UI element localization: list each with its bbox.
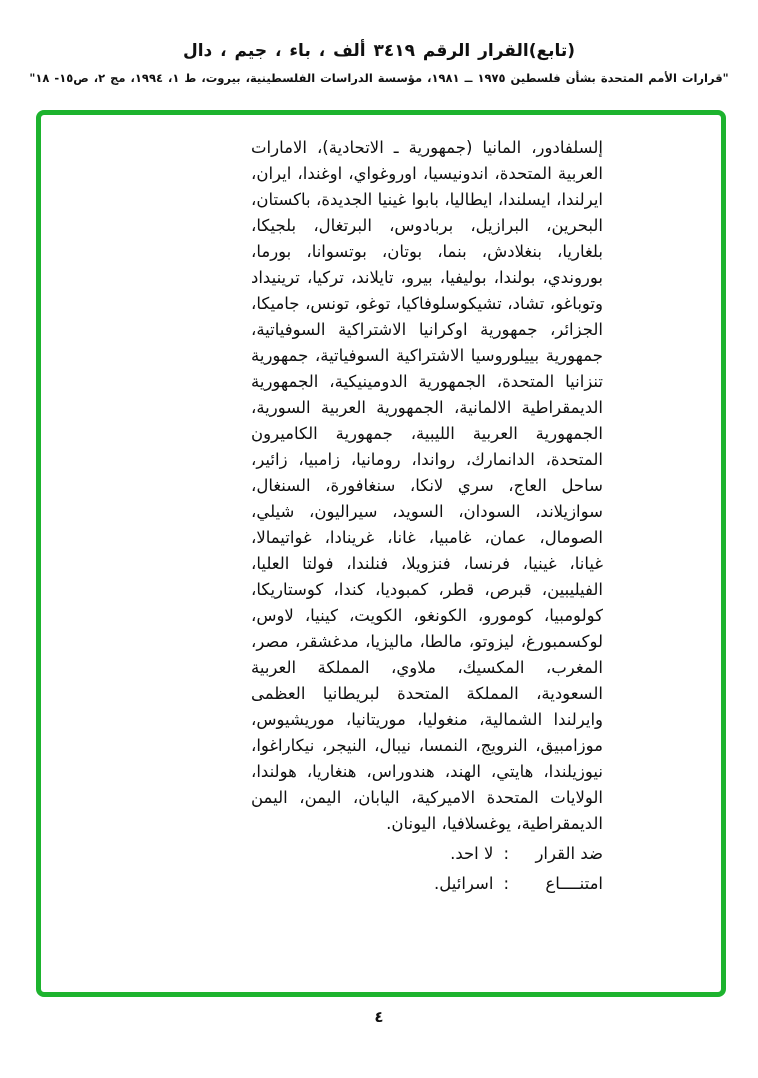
green-frame bbox=[36, 110, 726, 997]
abstain-label: امتنــــاع bbox=[545, 874, 603, 893]
abstain-vote-row bbox=[251, 871, 603, 897]
against-vote-row bbox=[251, 841, 603, 867]
abstain-value: اسرائيل. bbox=[434, 874, 494, 893]
against-value: لا احد. bbox=[450, 844, 494, 863]
against-label: ضد القرار bbox=[535, 844, 603, 863]
against-colon: : bbox=[503, 844, 509, 863]
page-number: ٤ bbox=[374, 1008, 384, 1026]
source-citation: "قرارات الأمم المتحدة بشأن فلسطين ١٩٧٥ ــ ١٩٨١، مؤسسة الدراسات الفلسطينية، بيروت، ط ١، ١٩٩٤، مج ٢، ص١٥- ١٨" bbox=[29, 71, 729, 85]
document-header bbox=[0, 0, 758, 85]
countries-in-favor-paragraph: إلسلفادور، المانيا (جمهورية ـ الاتحادية)، الامارات العربية المتحدة، اندونيسيا، اوروغواي، اوغندا، ايران، ايرلندا، ايسلندا، ايطاليا، بابوا غينيا الجديدة، باكستان، البحرين، البرازيل، بربادوس، البرتغال، بلجيكا، بلغاريا، بنغلادش، بنما، بوتان، بوتسوانا، بورما، بوروندي، بولندا، بوليفيا، بيرو، تايلاند، تركيا، ترينيداد وتوباغو، تشاد، تشيكوسلوفاكيا، توغو، تونس، جاميكا، الجزائر، جمهورية اوكرانيا الاشتراكية السوفياتية، جمهورية بييلوروسيا الاشتراكية السوفياتية، جمهورية تنزانيا المتحدة، الجمهورية الدومينيكية، الجمهورية الديمقراطية الالمانية، الجمهورية العربية السورية، الجمهورية العربية الليبية، جمهورية الكاميرون المتحدة، الدانمارك، رواندا، رومانيا، زامبيا، زائير، ساحل العاج، سري لانكا، سنغافورة، السنغال، سوازيلاند، السودان، السويد، سيراليون، شيلي، الصومال، عمان، غامبيا، غانا، غرينادا، غواتيمالا، غيانا، غينيا، فرنسا، فنزويلا، فنلندا، فولتا العليا، الفيليبين، قبرص، قطر، كمبوديا، كندا، كوستاريكا، كولومبيا، كومورو، الكونغو، الكويت، كينيا، لاوس، لوكسمبورغ، ليزوتو، مالطا، ماليزيا، مدغشقر، مصر، المغرب، المكسيك، ملاوي، المملكة العربية السعودية، المملكة المتحدة لبريطانيا العظمى وايرلندا الشمالية، منغوليا، موريتانيا، موريشيوس، موزامبيق، النرويج، النمسا، نيبال، النيجر، نيكاراغوا، نيوزيلندا، هايتي، الهند، هندوراس، هنغاريا، هولندا، الولايات المتحدة الاميركية، اليابان، اليمن، اليمن الديمقراطية، يوغسلافيا، اليونان. bbox=[251, 138, 603, 833]
resolution-text-column bbox=[251, 135, 603, 897]
resolution-title: (تابع)القرار الرقم ٣٤١٩ ألف ، باء ، جيم ، دال bbox=[182, 41, 576, 61]
abstain-colon: : bbox=[503, 874, 509, 893]
